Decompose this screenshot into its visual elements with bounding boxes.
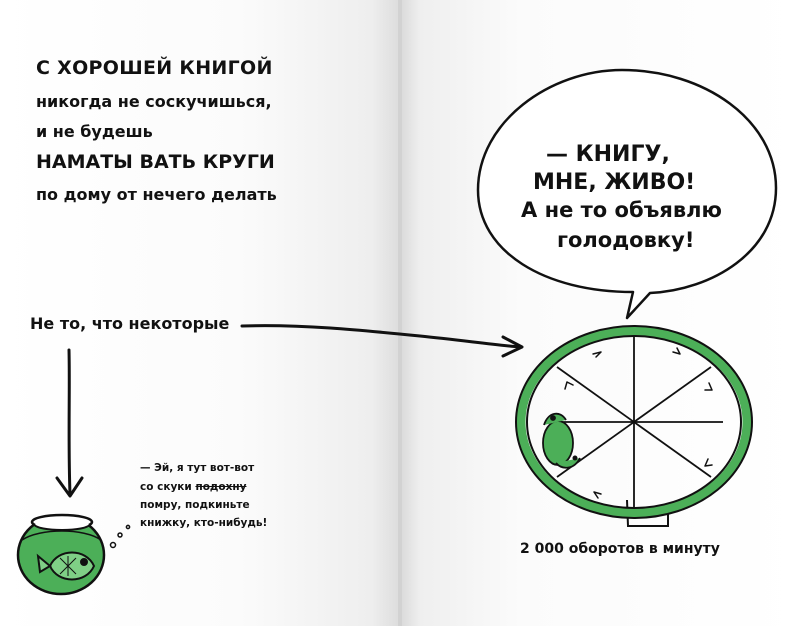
speech-line-2: МНЕ, ЖИВО! (533, 170, 696, 195)
right-arrow-icon (242, 326, 522, 356)
speech-line-1: — КНИГУ, (546, 142, 670, 167)
speech-line-4: голодовку! (557, 228, 695, 252)
intro-line-5: по дому от нечего делать (36, 185, 277, 204)
intro-line-2: никогда не соскучишься, (36, 92, 272, 111)
fish-thought-line-4: книжку, кто-нибудь! (140, 517, 268, 529)
wheel-caption: 2 000 оборотов в минуту (520, 541, 720, 557)
intro-line-4: НАМАТЫ ВАТЬ КРУГИ (36, 151, 275, 173)
thought-bubbles-icon (111, 525, 130, 547)
fish-thought-line-2 (140, 481, 246, 493)
fish-thought-struck-word: подохну (195, 481, 247, 493)
fish-thought-line-3: помру, подкиньте (140, 499, 250, 511)
fish-thought-line-1: — Эй, я тут вот-вот (140, 462, 255, 474)
fish-thought-line-2-prefix: со скуки (140, 481, 196, 493)
intro-line-1: С ХОРОШЕЙ КНИГОЙ (36, 57, 273, 79)
speech-line-3: А не то объявлю (521, 198, 722, 222)
comparison-text: Не то, что некоторые (30, 314, 230, 333)
down-arrow-icon (57, 350, 82, 496)
intro-line-3: и не будешь (36, 122, 153, 141)
